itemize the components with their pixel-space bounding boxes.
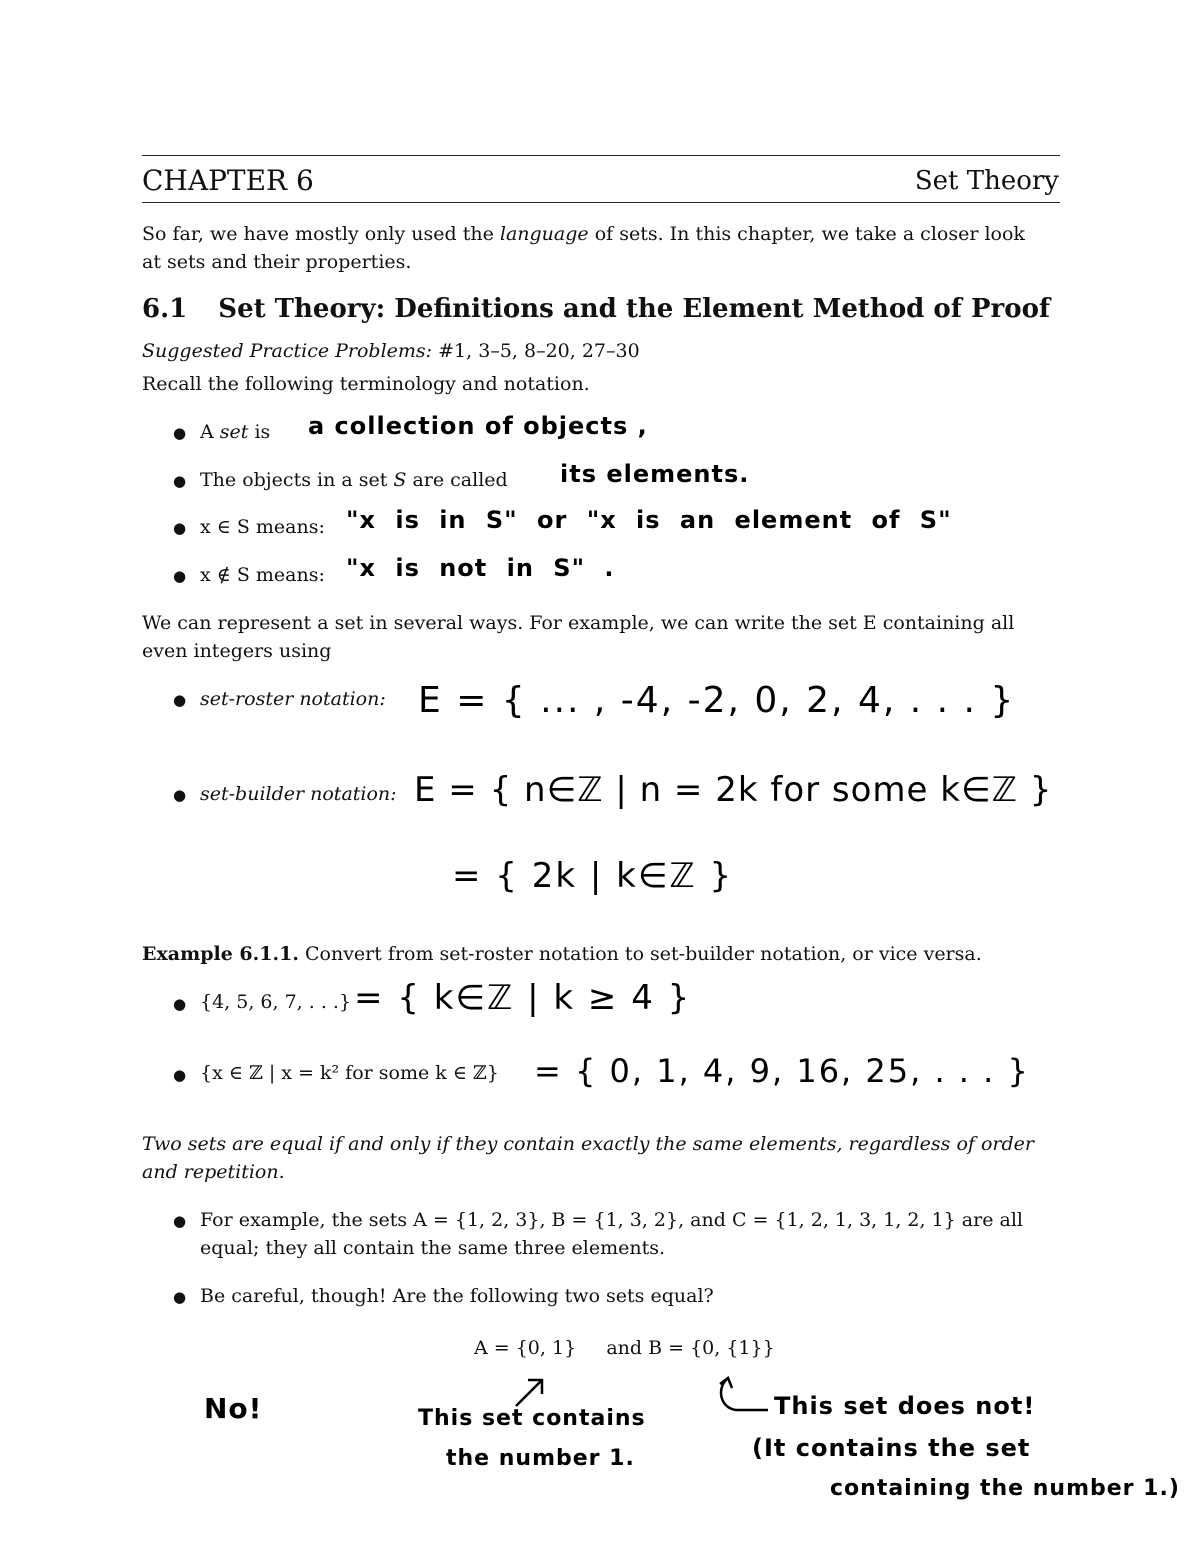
- sets-comparison: A = {0, 1} and B = {0, {1}}: [474, 1337, 775, 1359]
- intro-paragraph: So far, we have mostly only used the language of sets. In this chapter, we take a closer look at sets and their properties.: [142, 223, 1025, 273]
- handwritten-roster-set: E = { ... , -4, -2, 0, 2, 4, . . . }: [418, 680, 1016, 721]
- term-in: x ∈ S means:: [200, 516, 325, 538]
- bullet-dot: ●: [173, 567, 187, 585]
- handwritten-in-meaning: "x is in S" or "x is an element of S": [346, 506, 952, 534]
- example-heading: Example 6.1.1. Convert from set-roster notation to set-builder notation, or vice versa.: [142, 943, 982, 965]
- careful-question: Be careful, though! Are the following two sets equal?: [200, 1285, 714, 1307]
- handwritten-no: No!: [204, 1392, 263, 1425]
- bullet-dot: ●: [173, 1288, 187, 1306]
- header-bottom-rule: [142, 202, 1060, 203]
- bullet-dot: ●: [173, 1212, 187, 1230]
- bullet-dot: ●: [173, 472, 187, 490]
- bullet-dot: ●: [173, 519, 187, 537]
- builder-label: set-builder notation:: [200, 783, 397, 805]
- bullet-dot: ●: [173, 786, 187, 804]
- handwritten-elements: its elements.: [560, 460, 750, 488]
- bullet-dot: ●: [173, 995, 187, 1013]
- example-item-2: {x ∈ ℤ | x = k² for some k ∈ ℤ}: [200, 1062, 499, 1084]
- term-objects: The objects in a set S are called: [200, 469, 508, 491]
- term-notin: x ∉ S means:: [200, 564, 325, 586]
- handwritten-right-note-2: (It contains the set: [752, 1434, 1031, 1462]
- term-set: A set is: [200, 421, 271, 443]
- handwritten-right-note-1: This set does not!: [774, 1392, 1036, 1420]
- curved-arrow-icon: [714, 1374, 770, 1418]
- roster-label: set-roster notation:: [200, 688, 386, 710]
- handwritten-builder-set: E = { n∈ℤ | n = 2k for some k∈ℤ }: [414, 770, 1053, 810]
- section-title: Set Theory: Definitions and the Element Method of Proof: [218, 294, 1051, 324]
- example-item-1: {4, 5, 6, 7, . . .}: [200, 991, 352, 1013]
- handwritten-builder-set-2: = { 2k | k∈ℤ }: [452, 856, 734, 896]
- bullet-dot: ●: [173, 691, 187, 709]
- handwritten-right-note-3: containing the number 1.): [830, 1476, 1180, 1501]
- equality-example: For example, the sets A = {1, 2, 3}, B = {1, 3, 2}, and C = {1, 2, 1, 3, 1, 2, 1} are all equal; they all contain the same three elements.: [200, 1209, 1023, 1259]
- handwritten-left-note-2: the number 1.: [446, 1446, 635, 1471]
- section-number: 6.1: [142, 294, 188, 324]
- section-heading: [142, 294, 1050, 324]
- bullet-dot: ●: [173, 424, 187, 442]
- handwritten-notin-meaning: "x is not in S" .: [346, 554, 615, 582]
- representation-paragraph: We can represent a set in several ways. For example, we can write the set E containing all even integers using: [142, 612, 1015, 662]
- handwritten-example-1: = { k∈ℤ | k ≥ 4 }: [354, 978, 692, 1018]
- handwritten-set-definition: a collection of objects ,: [308, 412, 648, 440]
- arrow-up-icon: [510, 1374, 550, 1410]
- header-top-rule: [142, 155, 1060, 156]
- chapter-topic: Set Theory: [914, 166, 1059, 196]
- handwritten-example-2: = { 0, 1, 4, 9, 16, 25, . . . }: [534, 1052, 1030, 1090]
- bullet-dot: ●: [173, 1066, 187, 1084]
- chapter-label: CHAPTER 6: [142, 164, 314, 197]
- recall-line: Recall the following terminology and notation.: [142, 373, 590, 395]
- equality-definition: Two sets are equal if and only if they contain exactly the same elements, regardless of order and repetition.: [142, 1133, 1034, 1183]
- handwritten-left-note-1: This set contains: [418, 1406, 646, 1431]
- practice-problems: Suggested Practice Problems: #1, 3–5, 8–20, 27–30: [142, 340, 640, 362]
